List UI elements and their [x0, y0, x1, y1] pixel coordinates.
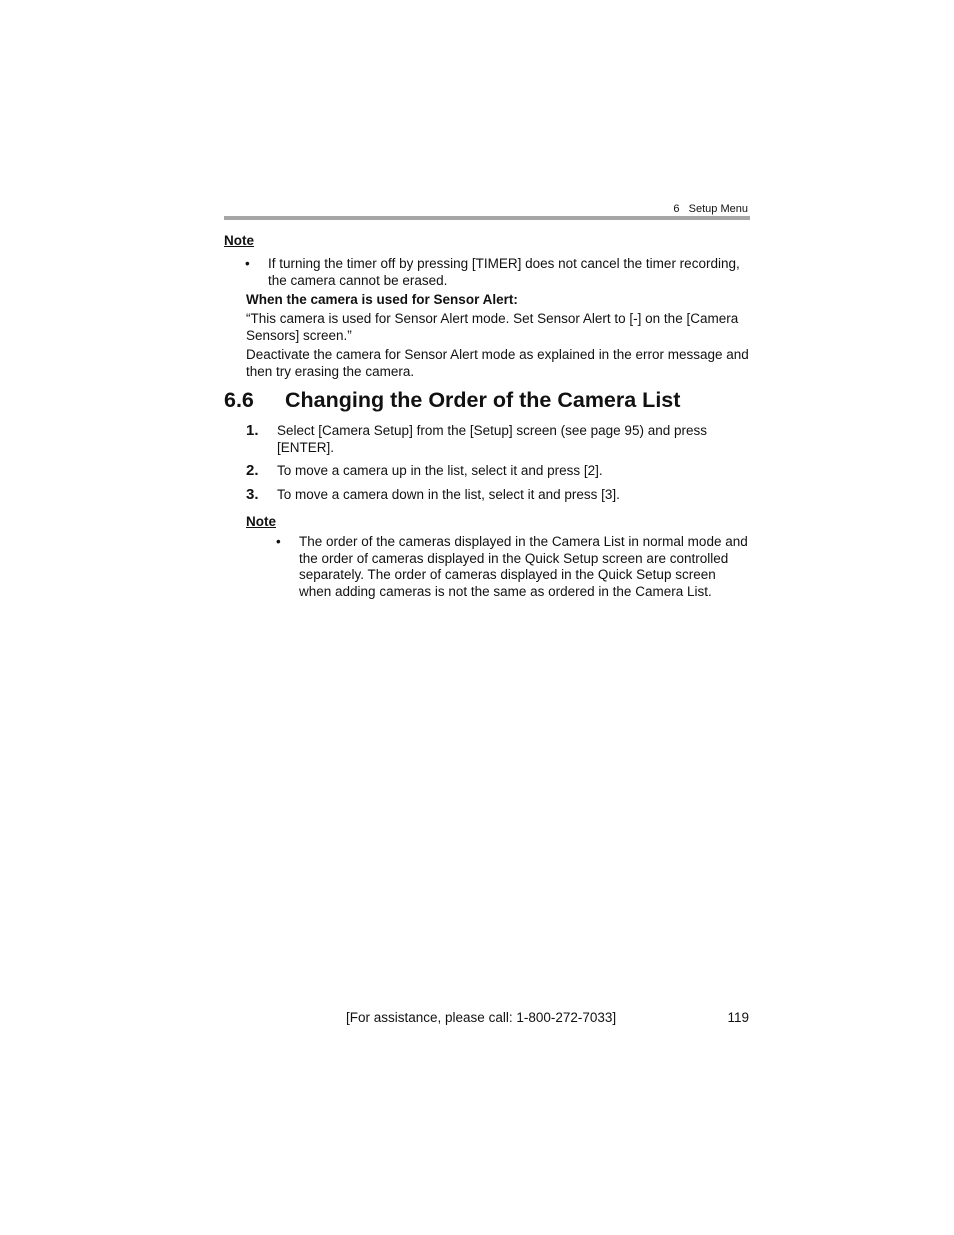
note-instruction: Deactivate the camera for Sensor Alert mode as explained in the error message and then try erasing the camera.	[246, 347, 749, 379]
error-message-quote: “This camera is used for Sensor Alert mode. Set Sensor Alert to [-] on the [Camera Sensors] screen.”	[246, 311, 739, 343]
step-text: To move a camera up in the list, select it and press [2].	[277, 463, 603, 478]
bullet-icon: •	[276, 534, 281, 549]
page-number: 119	[727, 1010, 749, 1025]
assistance-line: [For assistance, please call: 1-800-272-7033]	[346, 1010, 617, 1025]
section-heading	[224, 388, 680, 413]
header-title: Setup Menu	[688, 203, 748, 215]
running-header	[673, 203, 748, 215]
header-chapter: 6	[673, 203, 680, 215]
step-number: 3.	[246, 486, 259, 503]
note-bullet-text: The order of the cameras displayed in the Camera List in normal mode and the order of cameras displayed in the Quick Setup screen are controlled separately. The order of cameras displayed in the Quick Setup screen when adding cameras is not the same as ordered in the Camera List.	[299, 534, 748, 599]
note-bullet-text: If turning the timer off by pressing [TIMER] does not cancel the timer recording, the camera cannot be erased.	[268, 256, 740, 288]
step-text: To move a camera down in the list, select it and press [3].	[277, 487, 620, 502]
header-rule	[224, 216, 750, 220]
step-number: 1.	[246, 422, 259, 439]
step-text: Select [Camera Setup] from the [Setup] screen (see page 95) and press [ENTER].	[277, 423, 707, 455]
section-title: Changing the Order of the Camera List	[285, 388, 681, 412]
note-label: Note	[246, 514, 276, 529]
note-subheading: When the camera is used for Sensor Alert:	[246, 292, 518, 307]
bullet-icon: •	[245, 256, 250, 271]
note-label: Note	[224, 233, 254, 248]
step-number: 2.	[246, 462, 259, 479]
section-number: 6.6	[224, 388, 254, 412]
